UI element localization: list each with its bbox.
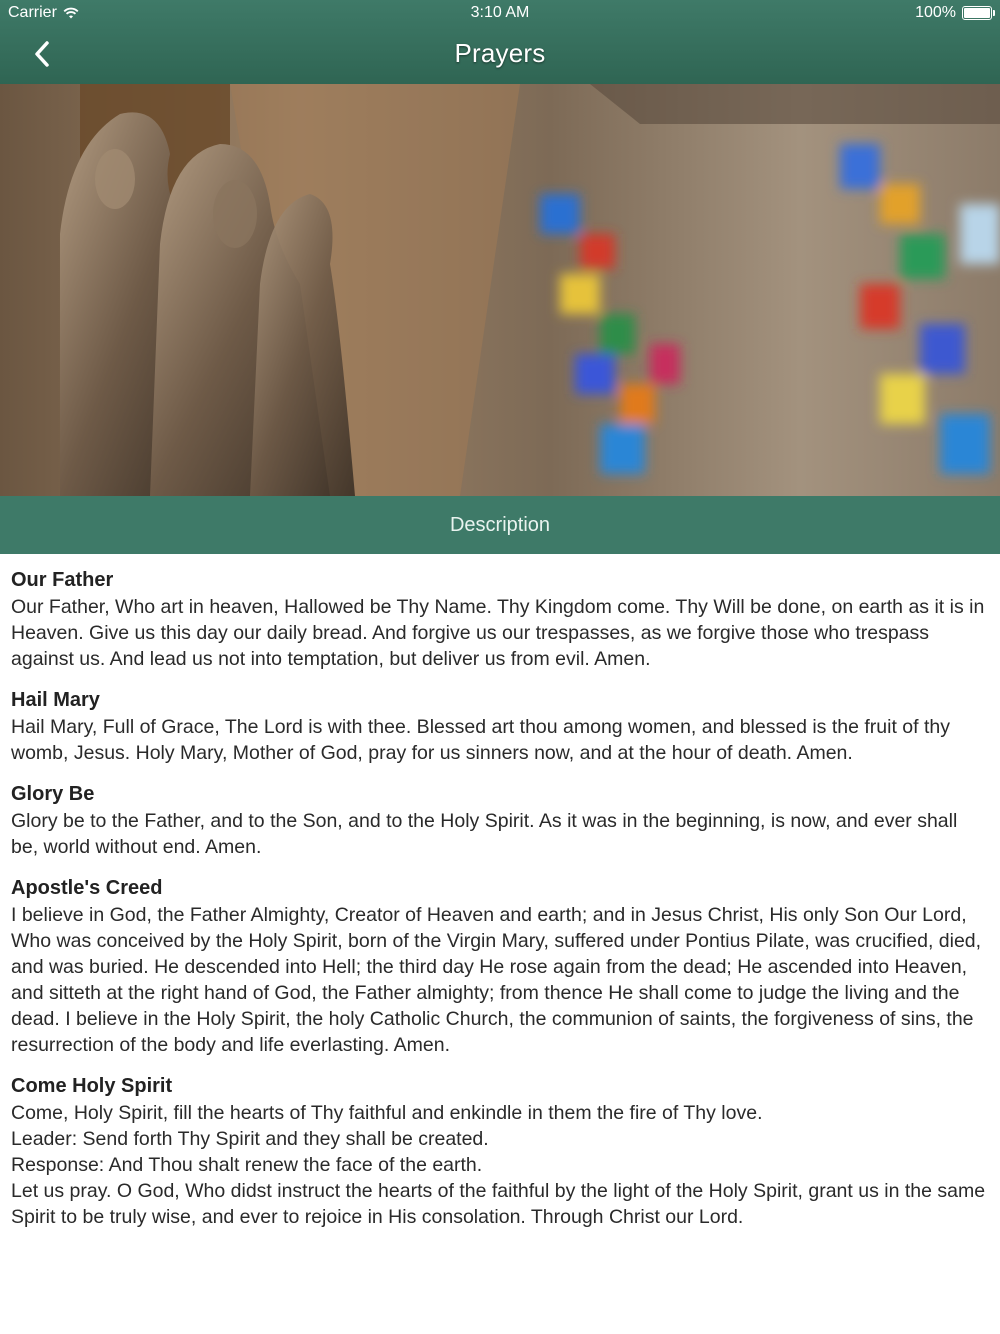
prayer-item xyxy=(11,566,989,672)
carrier-label: Carrier xyxy=(8,4,57,21)
navigation-bar xyxy=(0,0,1000,84)
prayer-item xyxy=(11,780,989,860)
prayer-text: Our Father, Who art in heaven, Hallowed be Thy Name. Thy Kingdom come. Thy Will be done, on earth as it is in Heaven. Give us this day our daily bread. And forgive us our trespasses, as we forgive those who trespass against us. And lead us not into temptation, but deliver us from evil. Amen. xyxy=(11,596,985,670)
page-title: Prayers xyxy=(454,38,546,68)
prayer-title: Hail Mary xyxy=(11,689,100,711)
prayer-item xyxy=(11,1072,989,1230)
battery-icon xyxy=(962,6,992,20)
prayer-item xyxy=(11,686,989,766)
prayer-text: Glory be to the Father, and to the Son, and to the Holy Spirit. As it was in the beginning, is now, and ever shall be, world without end. Amen. xyxy=(11,810,958,858)
status-time: 3:10 AM xyxy=(470,4,530,21)
prayer-item xyxy=(11,874,989,1058)
prayer-text: Come, Holy Spirit, fill the hearts of Thy faithful and enkindle in them the fire of Thy love. Leader: Send forth Thy Spirit and they shall be created. Response: And Thou shalt renew the face of the earth. Let us pray. O God, Who didst instruct the hearts of the faithful by the light of the Holy Spirit, grant us in the same Spirit to be truly wise, and ever to rejoice in His consolation. Through Christ our Lord. xyxy=(11,1102,986,1228)
prayer-title: Glory Be xyxy=(11,783,95,805)
battery-percent: 100% xyxy=(915,4,956,21)
prayer-text: Hail Mary, Full of Grace, The Lord is with thee. Blessed art thou among women, and blessed is the fruit of thy womb, Jesus. Holy Mary, Mother of God, pray for us sinners now, and at the hour of death. Amen. xyxy=(11,716,950,764)
prayer-list xyxy=(11,566,989,1244)
prayer-title: Apostle's Creed xyxy=(11,877,163,899)
prayer-title: Come Holy Spirit xyxy=(11,1075,173,1097)
prayer-text: I believe in God, the Father Almighty, Creator of Heaven and earth; and in Jesus Christ, His only Son Our Lord, Who was conceived by the Holy Spirit, born of the Virgin Mary, suffered under Pontius Pilate, was crucified, died, and was buried. He descended into Hell; the third day He rose again from the dead; He ascended into Heaven, and sitteth at the right hand of God, the Father almighty; from thence He shall come to judge the living and the dead. I believe in the Holy Spirit, the holy Catholic Church, the communion of saints, the forgiveness of sins, the resurrection of the body and life everlasting. Amen. xyxy=(11,904,982,1056)
battery-indicator xyxy=(915,4,992,22)
prayer-title: Our Father xyxy=(11,569,114,591)
header-photo xyxy=(0,84,1000,496)
status-bar xyxy=(0,4,1000,26)
statue-stained-glass-image xyxy=(0,84,1000,496)
description-header: Description xyxy=(0,496,1000,554)
